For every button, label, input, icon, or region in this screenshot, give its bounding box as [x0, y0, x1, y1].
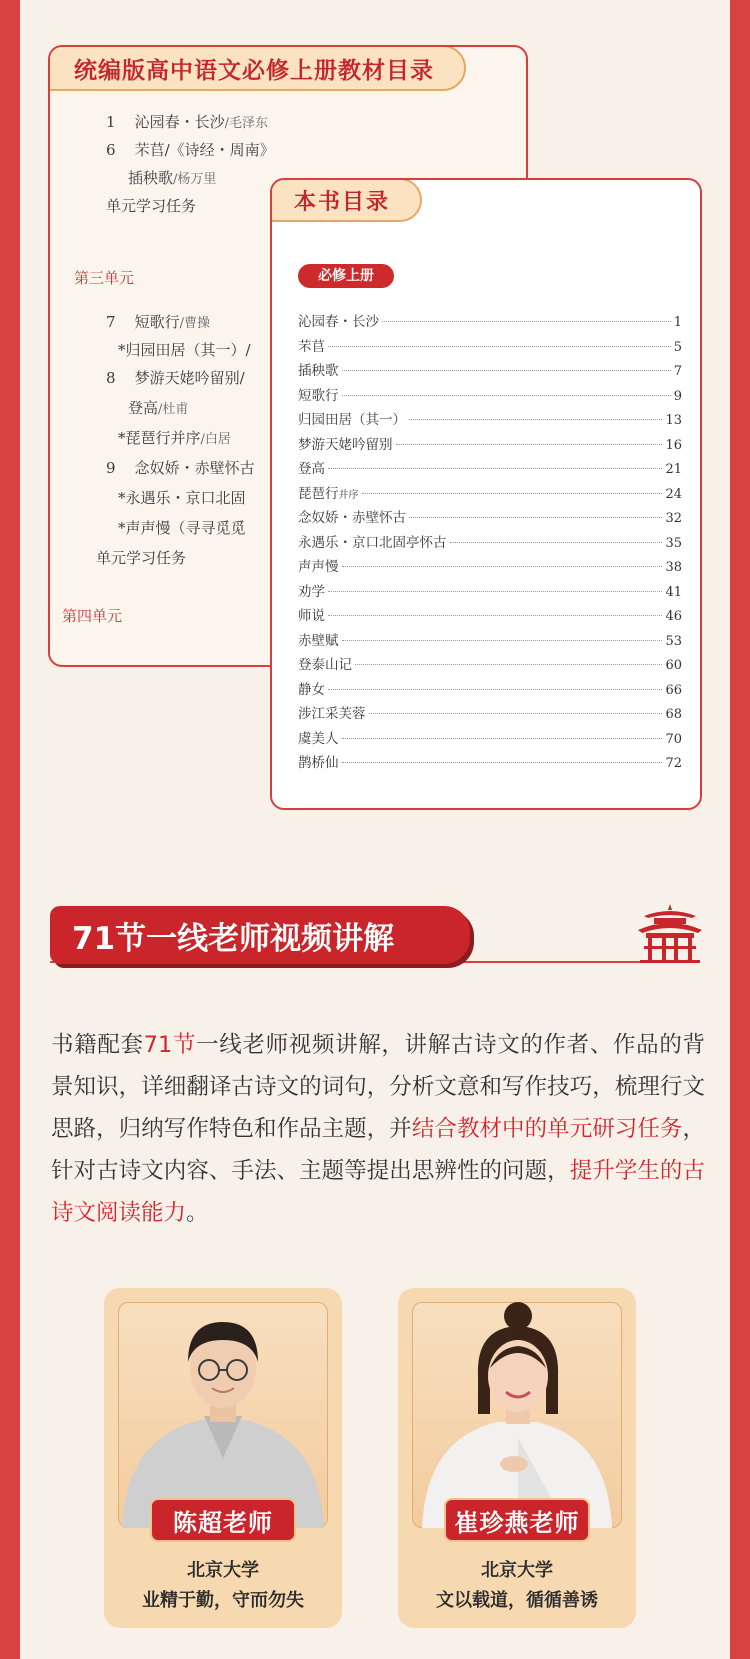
teacher-motto: 业精于勤，守而勿失: [142, 1590, 304, 1611]
section-title: 71节一线老师视频讲解: [72, 920, 395, 957]
toc-entry-page: 1: [673, 315, 682, 330]
textbook-toc-row: [118, 427, 231, 448]
toc-entry: [298, 702, 682, 727]
toc-entry: [298, 629, 682, 654]
textbook-toc-header: [48, 45, 466, 91]
row-title: *归园田居（其一）/: [118, 341, 251, 359]
toc-leader-dots: [362, 493, 663, 494]
row-title: *永遇乐・京口北固: [118, 489, 246, 507]
textbook-toc-row: [106, 195, 196, 216]
toc-entry-page: 5: [673, 339, 682, 355]
toc-entry-title: 师说: [298, 608, 325, 624]
toc-entry: [298, 506, 682, 531]
row-title: 单元学习任务: [96, 549, 187, 567]
toc-entry: [298, 751, 682, 776]
toc-leader-dots: [409, 419, 662, 420]
toc-entry: [298, 580, 682, 605]
toc-entry: [298, 335, 682, 360]
toc-entry-subtitle: 并序: [338, 489, 359, 501]
toc-leader-dots: [369, 713, 663, 714]
textbook-toc-row: [106, 367, 245, 388]
toc-leader-dots: [396, 444, 663, 445]
toc-leader-dots: [328, 615, 662, 616]
teacher-name-badge: [150, 1498, 296, 1542]
teacher-motto: 文以载道，循循善诱: [436, 1590, 598, 1611]
toc-entry: [298, 433, 682, 458]
toc-leader-dots: [328, 591, 662, 592]
row-number: 1: [106, 113, 116, 131]
toc-entry-page: 66: [665, 682, 682, 698]
textbook-toc-row: [128, 167, 216, 188]
toc-leader-dots: [328, 346, 671, 347]
unit-label: 第四单元: [62, 607, 123, 625]
toc-entry-page: 24: [665, 486, 682, 502]
row-title: 登高: [128, 399, 159, 417]
toc-leader-dots: [342, 395, 671, 396]
toc-entry-page: 16: [665, 437, 682, 453]
toc-entry: [298, 310, 682, 335]
textbook-toc-row: [118, 487, 246, 508]
teacher-university: 北京大学: [187, 1560, 259, 1581]
toc-entry-page: 9: [673, 388, 682, 404]
textbook-toc-row: [118, 517, 246, 538]
toc-entry-page: 72: [665, 756, 682, 771]
para-text: 书籍配套: [51, 1032, 144, 1058]
toc-entry-title: 芣苢: [298, 338, 325, 355]
toc-entry-title: 琵琶行: [298, 485, 339, 502]
unit-label: 第三单元: [74, 269, 135, 287]
toc-entry: [298, 531, 682, 556]
book-toc-title: 本书目录: [294, 188, 391, 215]
row-title: *声声慢（寻寻觅觅: [118, 519, 246, 537]
textbook-toc-row: [118, 339, 251, 360]
row-number: 9: [106, 459, 116, 477]
toc-leader-dots: [342, 640, 663, 641]
teacher-name: 崔珍燕老师: [454, 1507, 580, 1537]
row-title: 短歌行: [134, 313, 180, 331]
toc-entry-title: 劝学: [298, 583, 325, 600]
teacher-university: 北京大学: [481, 1560, 553, 1581]
toc-entry: [298, 384, 682, 409]
toc-leader-dots: [342, 738, 663, 739]
toc-entry-title: 赤壁赋: [298, 632, 339, 649]
toc-entry-title: 静女: [298, 681, 325, 698]
toc-leader-dots: [409, 517, 662, 518]
teacher-name-badge: [444, 1498, 590, 1542]
textbook-toc-title: 统编版高中语文必修上册教材目录: [74, 56, 434, 84]
pagoda-icon: [636, 902, 704, 964]
para-text: 一线老师视频讲解，讲解古诗文的作者、作品的背景知识，详细翻译古诗文的词句，分析文意和写作技巧，梳理行文思路，归纳写作特色和作品主题，并: [51, 1032, 705, 1142]
toc-entry-page: 38: [665, 560, 682, 575]
row-number: 6: [106, 141, 116, 159]
row-title: 梦游天姥吟留别/: [134, 369, 245, 387]
toc-entry-title: 插秧歌: [298, 363, 339, 379]
toc-leader-dots: [328, 689, 662, 690]
para-text: 。: [186, 1200, 209, 1226]
toc-entry-page: 68: [665, 707, 682, 722]
row-title: 单元学习任务: [106, 197, 197, 215]
row-author: /杨万里: [173, 172, 217, 187]
volume-tag: 必修上册: [298, 264, 394, 288]
row-author: /曹操: [179, 316, 211, 331]
row-title: *琵琶行并序: [118, 429, 201, 447]
toc-entry-title: 归园田居（其一）: [298, 412, 406, 428]
toc-entry-page: 41: [665, 584, 682, 600]
toc-leader-dots: [342, 762, 663, 763]
toc-entry-page: 53: [665, 633, 682, 649]
toc-entry: [298, 678, 682, 703]
toc-entry-page: 70: [665, 731, 682, 747]
row-title: 念奴娇・赤壁怀古: [134, 459, 255, 477]
book-toc-card: [270, 178, 702, 810]
section-heading: [50, 906, 470, 964]
toc-entry-page: 32: [665, 511, 682, 526]
toc-entry: [298, 359, 682, 384]
toc-entry-page: 60: [665, 658, 682, 673]
toc-leader-dots: [450, 542, 663, 543]
para-highlight: 结合教材中的单元研习任务: [411, 1116, 683, 1142]
toc-leader-dots: [342, 370, 671, 371]
toc-entry-title: 梦游天姥吟留别: [298, 436, 393, 453]
toc-entry: [298, 653, 682, 678]
toc-entry-title: 声声慢: [298, 559, 339, 575]
toc-entry-title: 念奴娇・赤壁怀古: [298, 510, 406, 526]
toc-entry-title: 涉江采芙蓉: [298, 706, 366, 722]
row-number: 7: [106, 313, 116, 331]
toc-entry: [298, 482, 682, 507]
row-author: /杜甫: [158, 402, 189, 417]
toc-entry-page: 13: [665, 413, 682, 428]
toc-leader-dots: [382, 321, 671, 322]
toc-entry-title: 沁园春・长沙: [298, 314, 379, 330]
book-toc-header: [270, 178, 422, 222]
toc-leader-dots: [342, 566, 663, 567]
toc-leader-dots: [328, 468, 662, 469]
para-highlight: 71节: [143, 1032, 197, 1058]
textbook-toc-row: [106, 111, 268, 132]
textbook-toc-row: [96, 547, 186, 568]
toc-entry-title: 短歌行: [298, 387, 339, 404]
toc-entry: [298, 555, 682, 580]
textbook-toc-row: [106, 457, 255, 478]
toc-entry-title: 鹊桥仙: [298, 755, 339, 771]
toc-entry: [298, 727, 682, 752]
toc-entry: [298, 604, 682, 629]
toc-entry-title: 登泰山记: [298, 657, 352, 673]
textbook-toc-row: [128, 397, 188, 418]
toc-leader-dots: [355, 664, 662, 665]
row-author: /白居: [200, 432, 231, 447]
teacher-photo: [398, 1288, 636, 1528]
teacher-card: [398, 1288, 636, 1628]
para-highlight: 提升学生的古诗文阅读能力: [51, 1158, 705, 1226]
row-title: 芣苢/《诗经・周南》: [134, 141, 275, 159]
toc-entry-page: 46: [665, 609, 682, 624]
teacher-name: 陈超老师: [173, 1507, 273, 1537]
toc-entry-page: 7: [673, 364, 682, 379]
toc-entry-title: 虞美人: [298, 730, 339, 747]
toc-entry-title: 登高: [298, 461, 325, 477]
teacher-photo: [104, 1288, 342, 1528]
toc-entry: [298, 457, 682, 482]
row-number: 8: [106, 369, 116, 387]
intro-paragraph: [51, 1024, 705, 1234]
toc-entry-title: 永遇乐・京口北固亭怀古: [298, 534, 447, 551]
para-text: ，针对古诗文内容、手法、主题等提出思辨性的问题，: [51, 1116, 705, 1184]
toc-entry-page: 35: [665, 535, 682, 551]
teacher-card: [104, 1288, 342, 1628]
book-toc-list: [298, 310, 682, 776]
textbook-toc-row: [106, 311, 210, 332]
row-author: /毛泽东: [224, 116, 269, 131]
toc-entry-page: 21: [665, 462, 682, 477]
textbook-toc-row: [106, 139, 275, 160]
page: [20, 0, 730, 1659]
row-title: 沁园春・长沙: [134, 113, 225, 131]
row-title: 插秧歌: [128, 169, 174, 187]
toc-entry: [298, 408, 682, 433]
